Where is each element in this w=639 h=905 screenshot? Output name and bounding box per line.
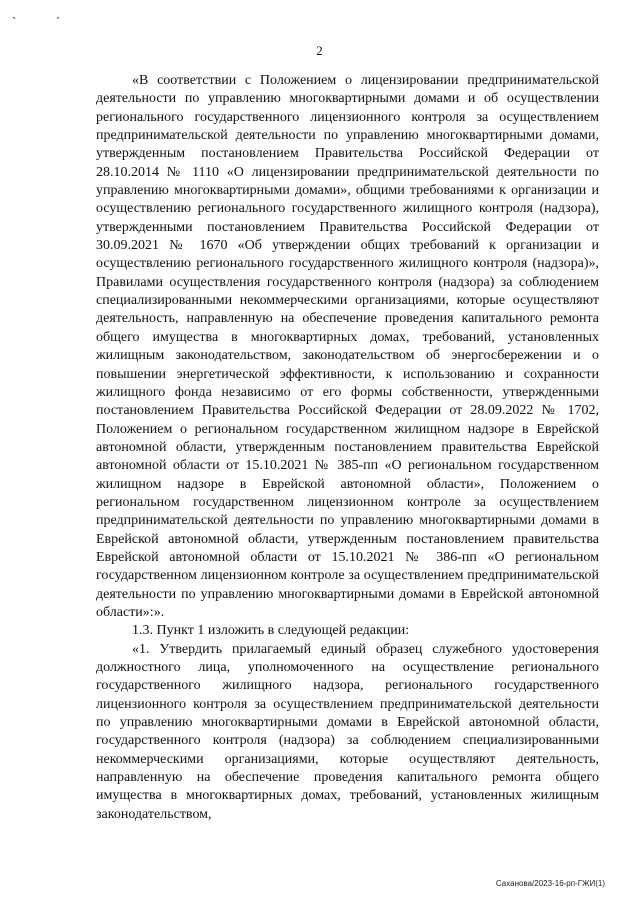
paragraph-item-1-3: 1.3. Пункт 1 изложить в следующей редакции: [132, 623, 410, 639]
paragraph-legal-basis: «В соответствии с Положением о лицензировании предпринимательской деятельности по управлению многоквартирными домами и об осуществлении регионального государственного лицензионного контроля за осуществлением предпринимательской деятельности по управлению многоквартирными домами, утвержденным постановлением Правительства Российской Федерации от 28.10.2014 № 1110 «О лицензировании предпринимательской деятельности по управлению многоквартирными домами», общими требованиями к организации и осуществлению регионального государственного жилищного контроля (надзора), утвержденными постановлением Правительства Российской Федерации от 30.09.2021 № 1670 «Об утверждении общих требований к организации и осуществлению регионального государственного жилищного контроля (надзора)», Правилами осуществления государственного контроля (надзора) за соблюдением специализированными некоммерческими организациями, которые осуществляют деятельность, направленную на обеспечение проведения капитального ремонта общего имущества в многоквартирных домах, требований, установленных жилищным законодательством, законодательством об энергосбережении и о повышении энергетической эффективности, к использованию и сохранности жилищного фонда независимо от его формы собственности, утвержденными постановлением Правительства Российской Федерации от 28.09.2022 № 1702, Положением о региональном государственном жилищном надзоре в Еврейской автономной области, утвержденным постановлением правительства Еврейской автономной области от 15.10.2021 № 385-пп «О региональном государственном жилищном надзоре в Еврейской автономной области», Положением о региональном государственном лицензионном контроле за осуществлением предпринимательской деятельности по управлению многоквартирными домами в Еврейской автономной области, утвержденным постановлением правительства Еврейской автономной области от 15.10.2021 № 386-пп «О региональном государственном лицензионном контроле за осуществлением предпринимательской деятельности по управлению многоквартирными домами в Еврейской автономной области»:». [96, 73, 599, 620]
document-code: Саханова/2023-16-рп-ГЖИ(1) [495, 879, 605, 888]
document-body [96, 72, 599, 824]
paragraph-item-1: «1. Утвердить прилагаемый единый образец служебного удостоверения должностного лица, уполномоченного на осуществление регионального государственного жилищного надзора, регионального государственного лицензионного контроля за осуществлением предпринимательской деятельности по управлению многоквартирными домами в Еврейской автономной области, государственного контроля (надзора) за соблюдением специализированными некоммерческими организациями, которые осуществляют деятельность, направленную на обеспечение проведения капитального ремонта общего имущества в многоквартирных домах, требований, установленных жилищным законодательством, [96, 641, 599, 822]
scan-marks: ` ´ [12, 14, 78, 29]
page-number: 2 [316, 43, 323, 58]
